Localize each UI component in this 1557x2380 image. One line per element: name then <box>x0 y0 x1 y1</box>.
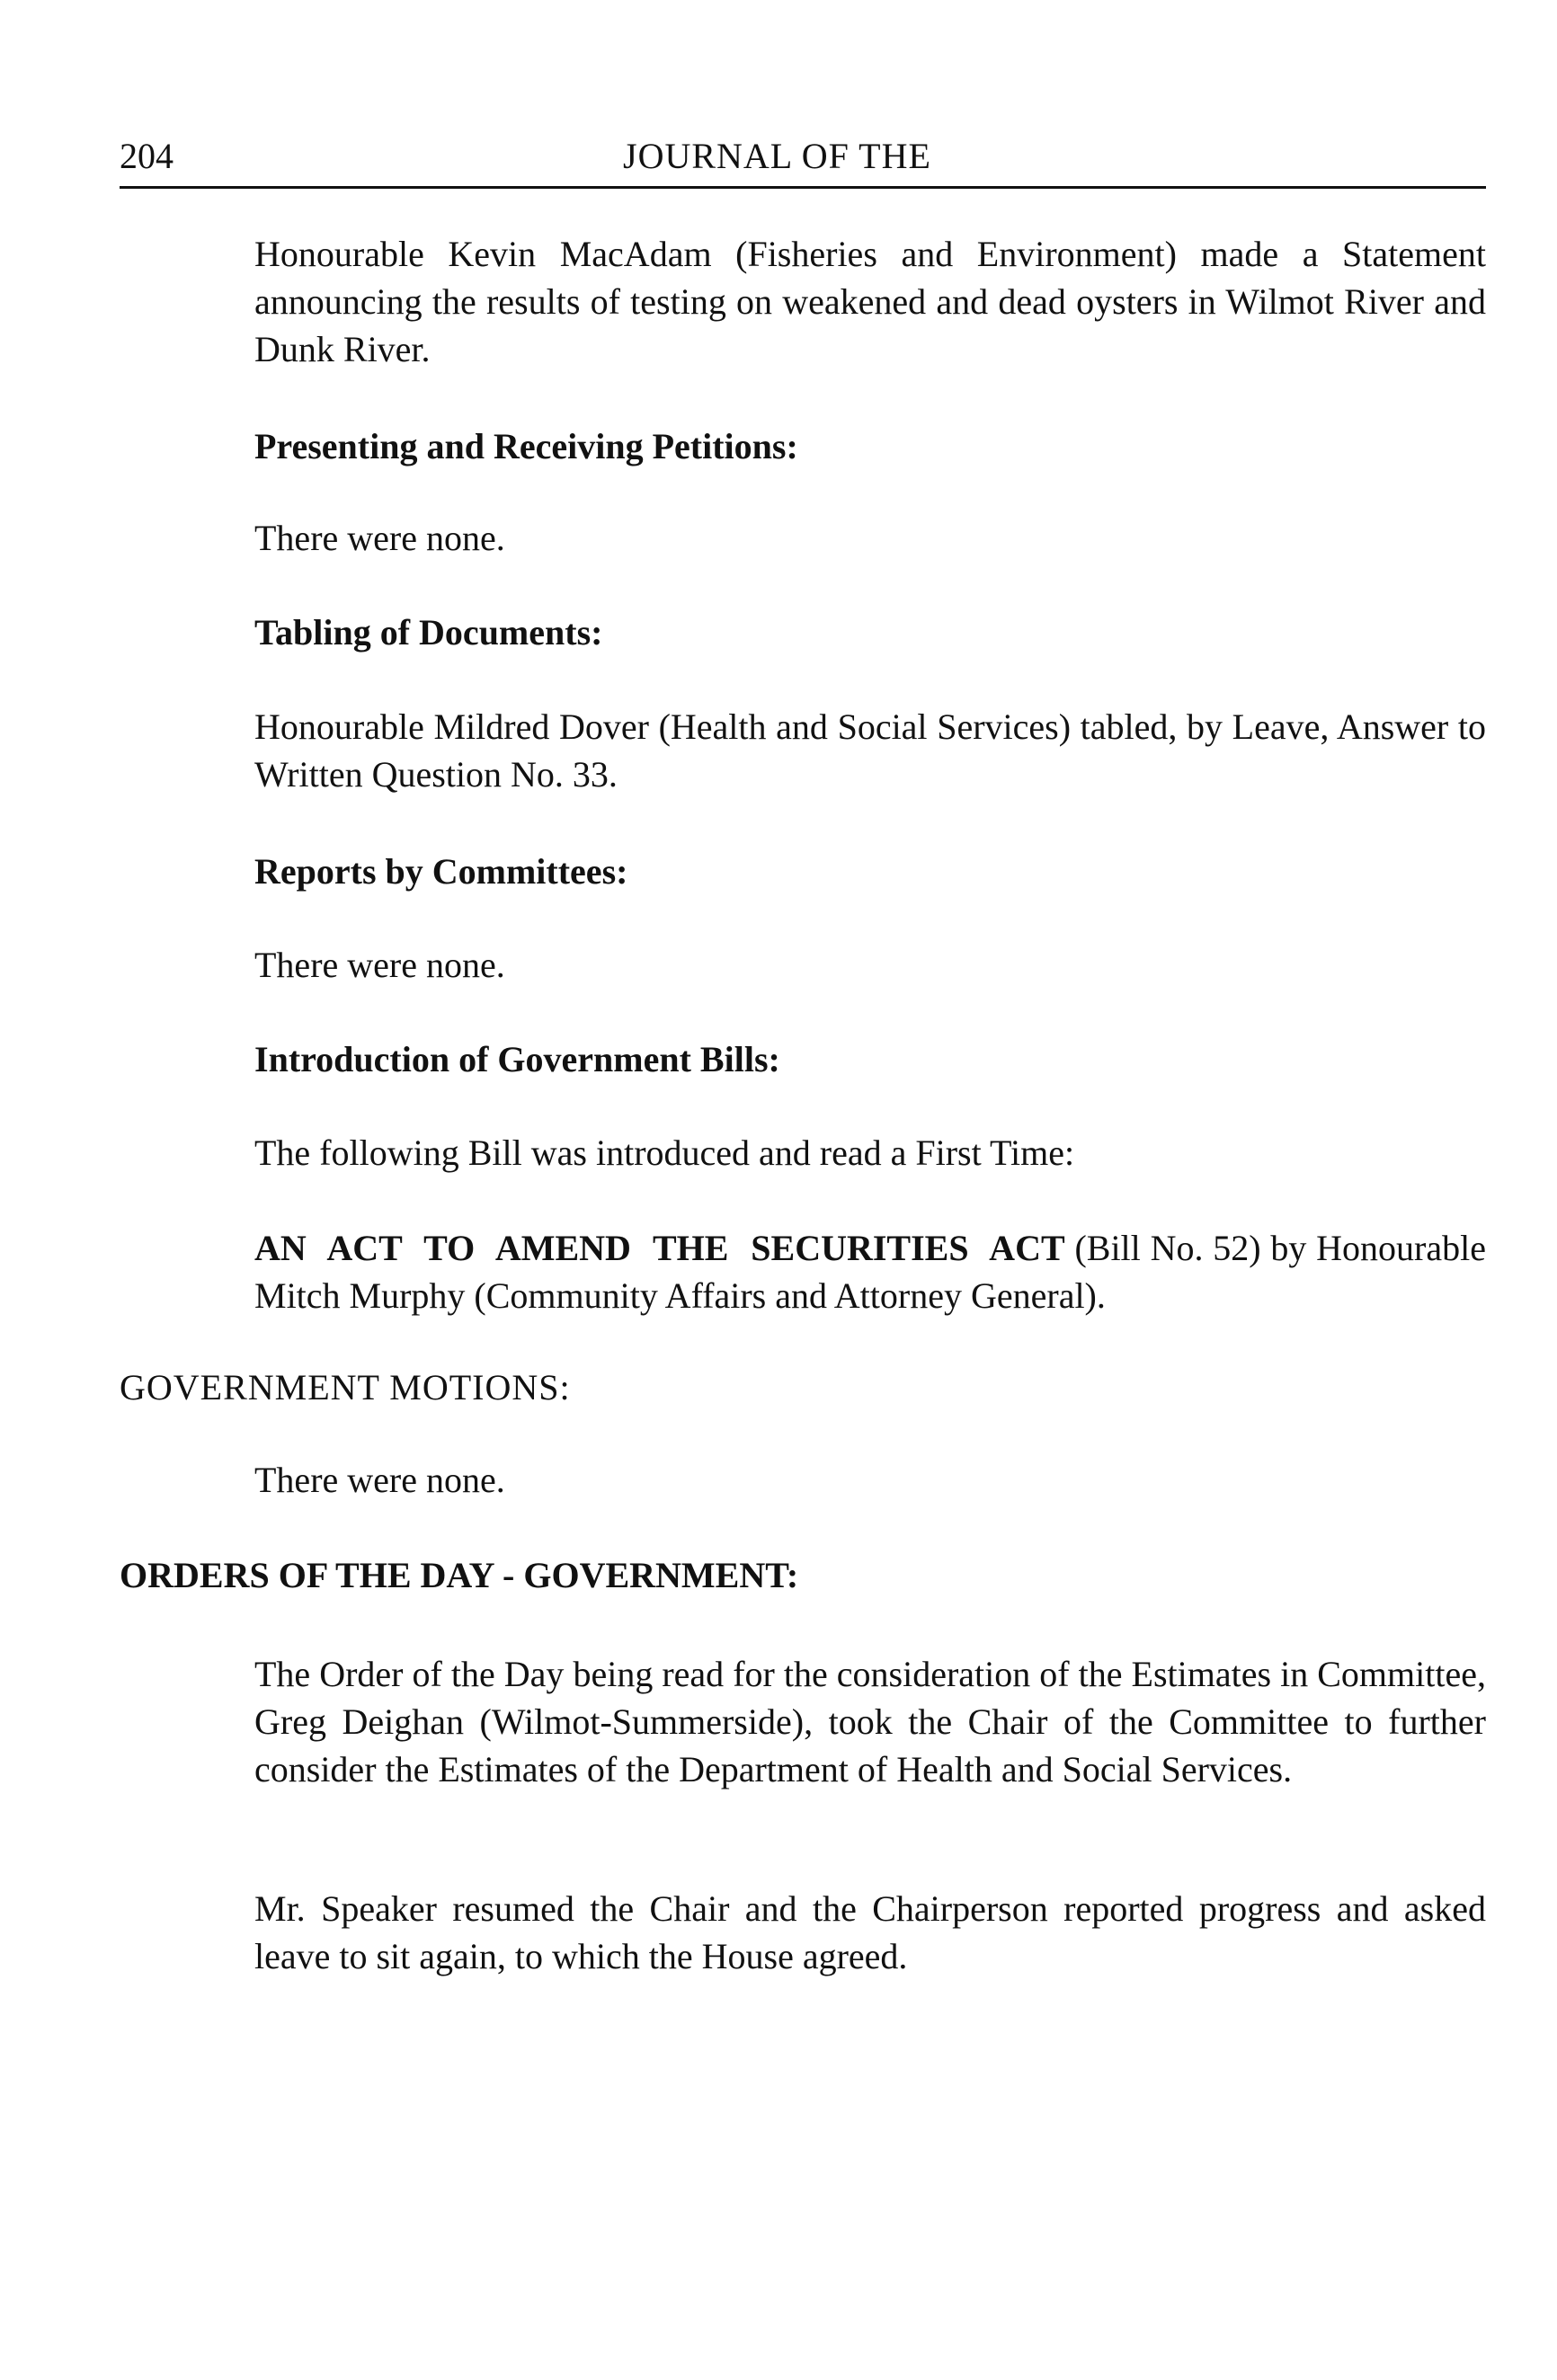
page-number: 204 <box>120 136 173 176</box>
committee-reports-heading: Reports by Committees: <box>254 851 628 892</box>
bill-details: (Bill No. 52) by Honourable Mitch Murphy (Community Affairs and Attorney General). <box>254 1228 1486 1316</box>
government-bills-intro: The following Bill was introduced and read a First Time: <box>254 1132 1075 1173</box>
petitions-heading: Presenting and Receiving Petitions: <box>254 426 798 466</box>
macadam-statement: Honourable Kevin MacAdam (Fisheries and Environment) made a Statement announcing the results of testing on weakened and dead oysters in Wilmot River and Dunk River. <box>254 234 1486 369</box>
government-motions-text: There were none. <box>254 1460 505 1500</box>
bill-title: AN ACT TO AMEND THE SECURITIES ACT <box>254 1228 1065 1268</box>
tabling-text: Honourable Mildred Dover (Health and Social Services) tabled, by Leave, Answer to Written Question No. 33. <box>254 706 1486 795</box>
committee-reports-text: There were none. <box>254 945 505 985</box>
orders-of-the-day-heading: ORDERS OF THE DAY - GOVERNMENT: <box>120 1555 799 1595</box>
orders-paragraph-2: Mr. Speaker resumed the Chair and the Chairperson reported progress and asked leave to sit again, to which the House agreed. <box>254 1888 1486 1976</box>
petitions-text: There were none. <box>254 518 505 558</box>
tabling-heading: Tabling of Documents: <box>254 612 603 653</box>
government-bills-heading: Introduction of Government Bills: <box>254 1039 780 1079</box>
page-header <box>120 131 1486 182</box>
running-head: JOURNAL OF THE <box>623 136 931 176</box>
header-rule <box>120 186 1486 189</box>
government-motions-heading: GOVERNMENT MOTIONS: <box>120 1367 571 1408</box>
bill-paragraph <box>254 1224 1486 1319</box>
orders-paragraph-1: The Order of the Day being read for the consideration of the Estimates in Committee, Greg Deighan (Wilmot-Summerside), took the Chair of the Committee to further consider the Estimates of the Department of Health and Social Services. <box>254 1654 1486 1789</box>
